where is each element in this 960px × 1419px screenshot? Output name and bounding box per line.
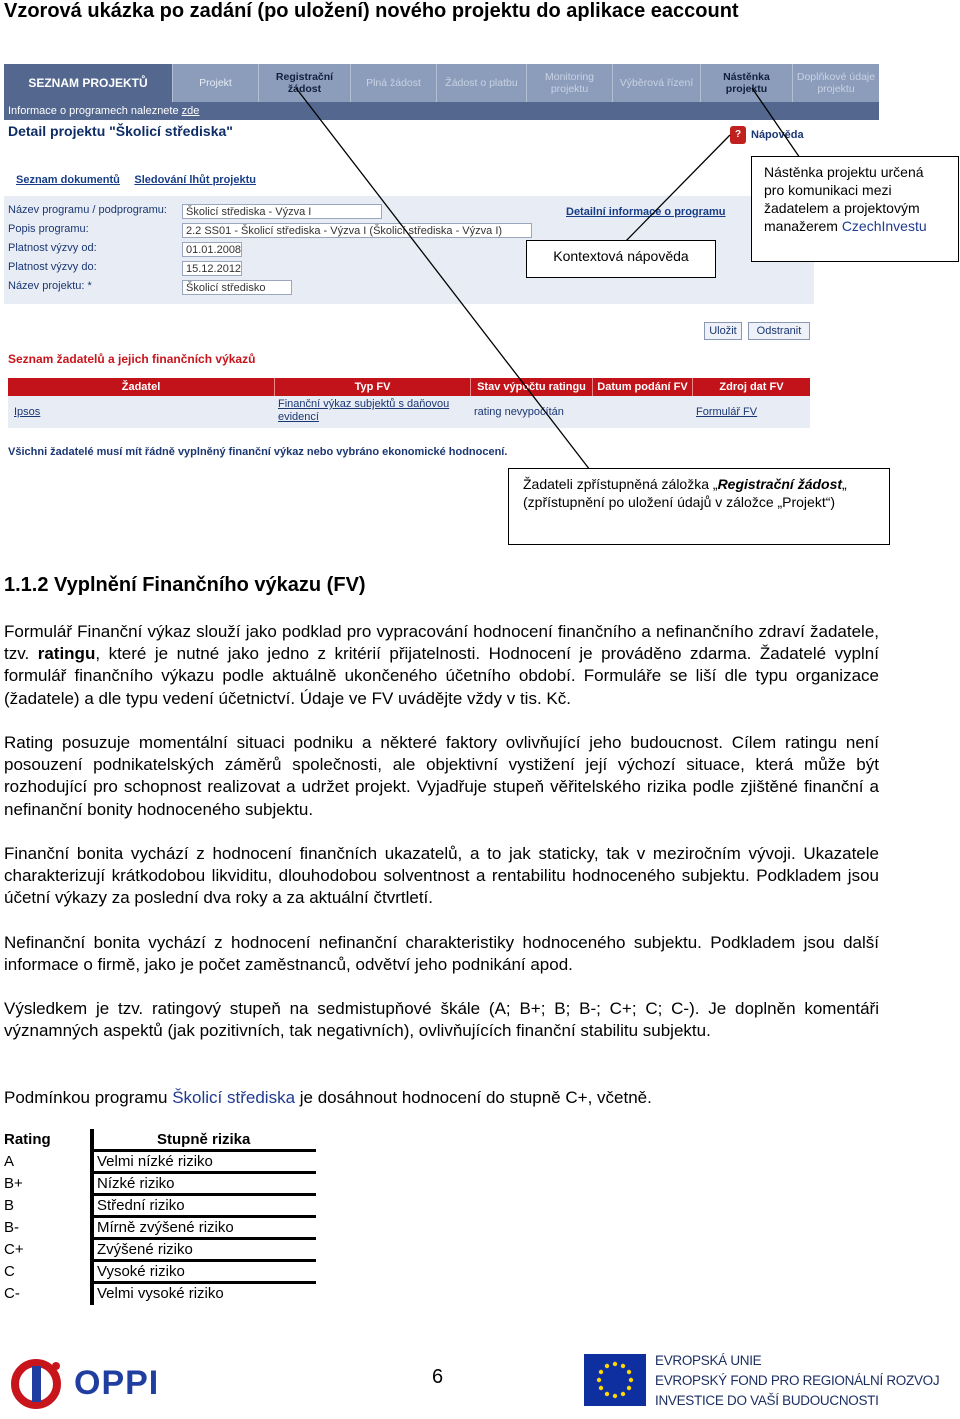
col-applicant: Žadatel xyxy=(121,381,161,393)
table-row xyxy=(4,1195,314,1217)
paragraph-2: Rating posuzuje momentální situaci podniku a některé faktory ovlivňující jeho budoucnost. Cílem ratingu není posouzení podnikatelských záměrů společnosti, ale objektivní vystižení její výchozí situace, která může být rozhodující pro schopnost realizovat a udržet projekt. Vyjadřuje stupeň věřitelského rizika podle zjištěné finanční a nefinanční bonity hodnoceného subjektu. xyxy=(4,733,879,819)
rating-cell: B xyxy=(4,1197,15,1214)
tab-registration[interactable]: Registrační žádost xyxy=(258,64,350,102)
p6-program-link: Školicí střediska xyxy=(172,1088,296,1107)
page-number: 6 xyxy=(432,1366,444,1388)
tab-additional-data[interactable]: Doplňkové údaje projektu xyxy=(792,64,879,102)
paragraph-1 xyxy=(4,621,879,710)
remove-button[interactable]: Odstranit xyxy=(748,322,810,340)
help-pointer-line xyxy=(622,135,730,245)
p6-text-a: Podmínkou programu xyxy=(4,1088,173,1107)
risk-cell: Zvýšené riziko xyxy=(97,1241,193,1258)
p1-bold: ratingu xyxy=(37,644,96,664)
context-help-callout xyxy=(526,240,716,278)
risk-cell: Střední riziko xyxy=(97,1197,185,1214)
oppi-logo-icon xyxy=(10,1358,72,1410)
field-label: Název programu / podprogramu: xyxy=(8,204,167,216)
rating-cell: C xyxy=(4,1263,15,1280)
info-text: Informace o programech naleznete xyxy=(8,105,179,117)
risk-cell: Mírně zvýšené riziko xyxy=(97,1219,234,1236)
warning-text: Všichni žadatelé musí mít řádně vyplněný finanční výkaz nebo vybráno ekonomické hodnocení. xyxy=(8,446,508,458)
info-link[interactable]: zde xyxy=(181,105,200,117)
table-row xyxy=(4,1151,314,1173)
paragraph-3: Finanční bonita vychází z hodnocení finančních ukazatelů, a to jak staticky, tak v meziročním vývoji. Ukazatele charakterizují krátkodobou likviditu, dlouhodobou solventnost a rentabilitu hodnoceného subjektu. Podkladem jsou účetní výkazy za poslední dva roky a za aktuální čtvrtletí. xyxy=(4,844,879,908)
board-callout xyxy=(751,156,959,262)
eu-line: EVROPSKÁ UNIE xyxy=(655,1353,762,1368)
p1-text-b: , které je nutné jako jedno z kritérií přijatelnosti. Hodnocení je prováděno zdarma. Žadatelé vyplní formulář finančního výkazu podle aktuálně ukončeného účetního období. Formuláře se liší dle typu organizace (žadatele) a dle typu vedení účetnictví. Údaje ve FV uvádějte vždy v tis. Kč. xyxy=(4,644,879,708)
context-help-text: Kontextová nápověda xyxy=(553,248,689,264)
table-row xyxy=(4,1173,314,1195)
table-row xyxy=(4,1217,314,1239)
rating-table xyxy=(4,1129,314,1305)
tab-project-board[interactable]: Nástěnka projektu xyxy=(700,64,792,102)
risk-cell: Velmi nízké riziko xyxy=(97,1153,213,1170)
col-rating-state: Stav výpočtu ratingu xyxy=(470,378,592,396)
eu-text-block xyxy=(655,1351,939,1411)
table-row xyxy=(4,1239,314,1261)
save-button[interactable]: Uložit xyxy=(704,322,742,340)
rating-cell: B+ xyxy=(4,1175,23,1192)
tab-monitoring[interactable]: Monitoring projektu xyxy=(526,64,612,102)
paragraph-5: Výsledkem je tzv. ratingový stupeň na sedmistupňové škále (A; B+; B; B-; C+; C; C-). Je doplněn komentáři významných aspektů (jak pozitivních, tak negativních), ovlivňujících finanční stabilitu subjektu. xyxy=(4,999,879,1041)
rating-cell: B- xyxy=(4,1219,19,1236)
rating-header: Rating xyxy=(4,1131,51,1148)
help-book-icon: ? xyxy=(730,126,746,144)
project-name-field[interactable]: Školicí středisko xyxy=(182,280,292,295)
registration-bold: Registrační žádost xyxy=(717,476,843,492)
tab-payment-request[interactable]: Žádost o platbu xyxy=(436,64,526,102)
rating-state: rating nevypočítán xyxy=(474,406,564,418)
section-heading: 1.1.2 Vyplnění Finančního výkazu (FV) xyxy=(4,574,366,596)
documents-link[interactable]: Seznam dokumentů xyxy=(16,174,120,186)
registration-pre: Žadateli zpřístupněná záložka „ xyxy=(523,476,718,492)
board-text: Nástěnka projektu určená pro komunikaci mezi žadatelem a projektovým manažerem xyxy=(764,164,924,234)
col-fv-type: Typ FV xyxy=(274,378,470,396)
applicants-title: Seznam žadatelů a jejich finančních výkazů xyxy=(8,352,256,366)
paragraph-4: Nefinanční bonita vychází z hodnocení nefinanční charakteristiky hodnoceného subjektu. Podkladem jsou další informace o firmě, jako je počet zaměstnanců, odvětví jeho podnikání apod. xyxy=(4,933,879,975)
field-label: Platnost výzvy od: xyxy=(8,242,97,254)
registration-pointer-line xyxy=(296,88,590,470)
board-pointer-line xyxy=(752,88,800,158)
rating-cell: C+ xyxy=(4,1241,24,1258)
help-label: Nápověda xyxy=(751,128,804,141)
page-title: Vzorová ukázka po zadání (po uložení) nového projektu do aplikace eaccount xyxy=(4,0,739,22)
detail-title: Detail projektu "Školicí střediska" xyxy=(8,123,233,139)
board-link-text: CzechInvestu xyxy=(841,218,927,234)
eu-flag-icon xyxy=(584,1354,646,1406)
tab-full-application[interactable]: Plná žádost xyxy=(350,64,436,102)
field-label: Popis programu: xyxy=(8,223,89,235)
table-row xyxy=(4,1261,314,1283)
eu-line: INVESTICE DO VAŠÍ BUDOUCNOSTI xyxy=(655,1393,879,1408)
registration-post: „ (zpřístupnění po uložení údajů v záložce „Projekt“) xyxy=(523,476,847,510)
risk-cell: Velmi vysoké riziko xyxy=(97,1285,224,1302)
program-description-field[interactable]: 2.2 SS01 - Školicí střediska - Výzva I (Školicí střediska - Výzva I) xyxy=(182,223,532,238)
rating-cell: A xyxy=(4,1153,15,1170)
program-name-field[interactable]: Školicí střediska - Výzva I xyxy=(182,204,382,219)
p6-text-b: je dosáhnout hodnocení do stupně C+, včetně. xyxy=(295,1088,652,1107)
risk-cell: Vysoké riziko xyxy=(97,1263,185,1280)
field-label: Název projektu: * xyxy=(8,280,92,292)
tab-project[interactable]: Projekt xyxy=(172,64,258,102)
registration-callout xyxy=(508,468,890,545)
program-details-link[interactable]: Detailní informace o programu xyxy=(566,206,726,218)
p1-text-a: Formulář Finanční výkaz slouží jako podklad pro vypracování hodnocení finančního a nefinančního zdraví žadatele, tzv. xyxy=(4,622,879,664)
applicant-link[interactable]: Ipsos xyxy=(14,406,41,418)
deadlines-link[interactable]: Sledování lhůt projektu xyxy=(134,174,256,186)
rating-cell: C- xyxy=(4,1285,20,1302)
field-label: Platnost výzvy do: xyxy=(8,261,97,273)
risk-cell: Nízké riziko xyxy=(97,1175,175,1192)
col-submit-date: Datum podání FV xyxy=(592,378,692,396)
valid-from-field[interactable]: 01.01.2008 xyxy=(182,242,242,257)
tab-tenders[interactable]: Výběrová řízení xyxy=(612,64,700,102)
col-data-source: Zdroj dat FV xyxy=(692,378,810,396)
valid-to-field[interactable]: 15.12.2012 xyxy=(182,261,242,276)
table-header-row xyxy=(4,1129,314,1151)
tab-project-list[interactable]: SEZNAM PROJEKTŮ xyxy=(4,64,172,102)
table-row xyxy=(4,1283,314,1305)
form-link[interactable]: Formulář FV xyxy=(696,406,758,418)
fv-type-link[interactable]: Finanční výkaz subjektů s daňovou evidencí xyxy=(278,398,450,423)
risk-header: Stupně rizika xyxy=(157,1131,251,1148)
oppi-logo-text: OPPI xyxy=(74,1364,160,1402)
paragraph-6 xyxy=(4,1087,879,1109)
eu-line: EVROPSKÝ FOND PRO REGIONÁLNÍ ROZVOJ xyxy=(655,1373,940,1388)
